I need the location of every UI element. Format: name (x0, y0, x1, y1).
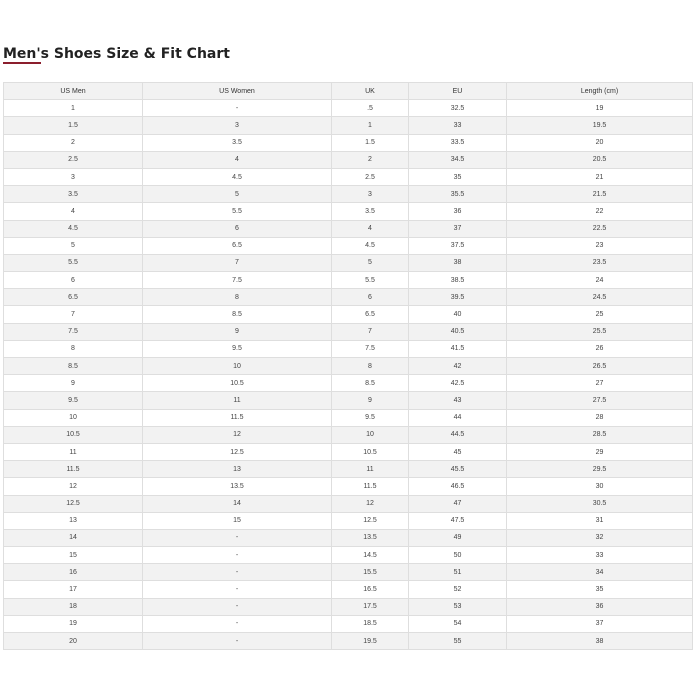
cell-uk: 17.5 (332, 598, 409, 615)
cell-us-women: 11.5 (143, 409, 332, 426)
cell-us-women: 7 (143, 254, 332, 271)
cell-length: 29.5 (507, 461, 693, 478)
cell-us-women: 11 (143, 392, 332, 409)
cell-eu: 55 (409, 633, 507, 650)
cell-eu: 53 (409, 598, 507, 615)
cell-us-women: 13.5 (143, 478, 332, 495)
cell-length: 25 (507, 306, 693, 323)
cell-us-women: 8.5 (143, 306, 332, 323)
cell-uk: 8.5 (332, 375, 409, 392)
cell-length: 31 (507, 512, 693, 529)
cell-us-men: 5 (4, 237, 143, 254)
header-eu: EU (409, 83, 507, 100)
cell-uk: 4 (332, 220, 409, 237)
cell-uk: .5 (332, 100, 409, 117)
cell-us-women: 4.5 (143, 168, 332, 185)
table-row (4, 306, 693, 323)
cell-eu: 37.5 (409, 237, 507, 254)
cell-uk: 4.5 (332, 237, 409, 254)
cell-length: 22 (507, 203, 693, 220)
cell-length: 28.5 (507, 426, 693, 443)
cell-eu: 41.5 (409, 340, 507, 357)
table-row (4, 461, 693, 478)
cell-us-women: 10 (143, 358, 332, 375)
cell-us-men: 16 (4, 564, 143, 581)
cell-us-women: 8 (143, 289, 332, 306)
cell-us-men: 8 (4, 340, 143, 357)
cell-us-women: - (143, 547, 332, 564)
cell-eu: 38.5 (409, 272, 507, 289)
cell-us-women: 9.5 (143, 340, 332, 357)
table-row (4, 237, 693, 254)
cell-length: 27 (507, 375, 693, 392)
cell-us-men: 2 (4, 134, 143, 151)
cell-uk: 12 (332, 495, 409, 512)
cell-uk: 10 (332, 426, 409, 443)
table-row (4, 358, 693, 375)
cell-length: 26 (507, 340, 693, 357)
table-row (4, 615, 693, 632)
cell-eu: 54 (409, 615, 507, 632)
cell-length: 21.5 (507, 186, 693, 203)
cell-eu: 35 (409, 168, 507, 185)
table-row (4, 117, 693, 134)
cell-eu: 49 (409, 529, 507, 546)
cell-length: 23.5 (507, 254, 693, 271)
table-row (4, 272, 693, 289)
cell-us-men: 9 (4, 375, 143, 392)
cell-eu: 45.5 (409, 461, 507, 478)
cell-uk: 5 (332, 254, 409, 271)
table-row (4, 203, 693, 220)
cell-us-men: 19 (4, 615, 143, 632)
table-row (4, 478, 693, 495)
cell-uk: 1.5 (332, 134, 409, 151)
cell-uk: 1 (332, 117, 409, 134)
cell-us-men: 9.5 (4, 392, 143, 409)
cell-uk: 14.5 (332, 547, 409, 564)
cell-uk: 16.5 (332, 581, 409, 598)
cell-uk: 13.5 (332, 529, 409, 546)
cell-us-men: 12.5 (4, 495, 143, 512)
cell-uk: 9 (332, 392, 409, 409)
cell-eu: 51 (409, 564, 507, 581)
cell-us-men: 5.5 (4, 254, 143, 271)
table-row (4, 426, 693, 443)
size-chart-table (3, 82, 693, 650)
cell-us-women: 12.5 (143, 443, 332, 460)
header-us-men: US Men (4, 83, 143, 100)
cell-eu: 46.5 (409, 478, 507, 495)
cell-us-women: - (143, 581, 332, 598)
cell-us-women: 5.5 (143, 203, 332, 220)
cell-us-men: 1.5 (4, 117, 143, 134)
cell-uk: 6 (332, 289, 409, 306)
cell-eu: 39.5 (409, 289, 507, 306)
table-row (4, 392, 693, 409)
cell-us-men: 6 (4, 272, 143, 289)
cell-us-women: 5 (143, 186, 332, 203)
cell-eu: 40.5 (409, 323, 507, 340)
cell-uk: 19.5 (332, 633, 409, 650)
table-row (4, 564, 693, 581)
cell-us-women: 15 (143, 512, 332, 529)
cell-us-women: 14 (143, 495, 332, 512)
cell-us-women: 9 (143, 323, 332, 340)
cell-us-men: 15 (4, 547, 143, 564)
cell-us-men: 10 (4, 409, 143, 426)
cell-length: 29 (507, 443, 693, 460)
cell-length: 36 (507, 598, 693, 615)
cell-us-men: 14 (4, 529, 143, 546)
table-row (4, 581, 693, 598)
cell-length: 19.5 (507, 117, 693, 134)
cell-eu: 52 (409, 581, 507, 598)
cell-us-women: - (143, 100, 332, 117)
cell-eu: 47.5 (409, 512, 507, 529)
cell-uk: 3.5 (332, 203, 409, 220)
cell-eu: 40 (409, 306, 507, 323)
cell-us-men: 7 (4, 306, 143, 323)
cell-us-men: 2.5 (4, 151, 143, 168)
cell-us-men: 11 (4, 443, 143, 460)
title-underline (3, 62, 41, 64)
cell-length: 37 (507, 615, 693, 632)
table-row (4, 168, 693, 185)
cell-us-women: 7.5 (143, 272, 332, 289)
cell-uk: 10.5 (332, 443, 409, 460)
cell-length: 19 (507, 100, 693, 117)
cell-eu: 45 (409, 443, 507, 460)
cell-length: 23 (507, 237, 693, 254)
cell-us-men: 10.5 (4, 426, 143, 443)
cell-length: 38 (507, 633, 693, 650)
cell-us-women: 3.5 (143, 134, 332, 151)
cell-eu: 33 (409, 117, 507, 134)
table-row (4, 598, 693, 615)
cell-length: 24.5 (507, 289, 693, 306)
cell-eu: 47 (409, 495, 507, 512)
cell-length: 34 (507, 564, 693, 581)
cell-us-men: 3 (4, 168, 143, 185)
cell-us-men: 12 (4, 478, 143, 495)
table-row (4, 512, 693, 529)
table-row (4, 220, 693, 237)
cell-length: 30.5 (507, 495, 693, 512)
cell-uk: 3 (332, 186, 409, 203)
table-row (4, 151, 693, 168)
cell-length: 20 (507, 134, 693, 151)
cell-length: 28 (507, 409, 693, 426)
cell-us-women: 12 (143, 426, 332, 443)
cell-eu: 38 (409, 254, 507, 271)
cell-us-men: 18 (4, 598, 143, 615)
cell-eu: 32.5 (409, 100, 507, 117)
cell-us-men: 11.5 (4, 461, 143, 478)
cell-eu: 36 (409, 203, 507, 220)
cell-us-men: 17 (4, 581, 143, 598)
cell-length: 32 (507, 529, 693, 546)
cell-length: 33 (507, 547, 693, 564)
cell-us-women: - (143, 529, 332, 546)
cell-us-women: - (143, 598, 332, 615)
cell-us-men: 3.5 (4, 186, 143, 203)
cell-uk: 8 (332, 358, 409, 375)
cell-uk: 12.5 (332, 512, 409, 529)
cell-us-men: 7.5 (4, 323, 143, 340)
table-row (4, 100, 693, 117)
cell-eu: 42 (409, 358, 507, 375)
cell-us-women: 6 (143, 220, 332, 237)
cell-us-women: 6.5 (143, 237, 332, 254)
cell-us-women: - (143, 564, 332, 581)
header-uk: UK (332, 83, 409, 100)
cell-eu: 44.5 (409, 426, 507, 443)
cell-us-men: 20 (4, 633, 143, 650)
cell-length: 30 (507, 478, 693, 495)
cell-us-men: 4.5 (4, 220, 143, 237)
cell-uk: 7.5 (332, 340, 409, 357)
cell-us-women: - (143, 633, 332, 650)
cell-length: 24 (507, 272, 693, 289)
cell-length: 20.5 (507, 151, 693, 168)
cell-eu: 43 (409, 392, 507, 409)
table-row (4, 633, 693, 650)
cell-us-women: - (143, 615, 332, 632)
table-row (4, 340, 693, 357)
cell-uk: 11 (332, 461, 409, 478)
cell-eu: 33.5 (409, 134, 507, 151)
cell-length: 21 (507, 168, 693, 185)
cell-us-men: 1 (4, 100, 143, 117)
header-length: Length (cm) (507, 83, 693, 100)
table-row (4, 186, 693, 203)
cell-uk: 6.5 (332, 306, 409, 323)
table-header-row (4, 83, 693, 100)
table-row (4, 289, 693, 306)
table-row (4, 495, 693, 512)
cell-us-men: 4 (4, 203, 143, 220)
cell-uk: 7 (332, 323, 409, 340)
cell-eu: 44 (409, 409, 507, 426)
cell-uk: 5.5 (332, 272, 409, 289)
cell-us-women: 3 (143, 117, 332, 134)
table-row (4, 409, 693, 426)
cell-us-women: 4 (143, 151, 332, 168)
table-row (4, 529, 693, 546)
page-title: Men's Shoes Size & Fit Chart (3, 46, 230, 63)
cell-us-men: 8.5 (4, 358, 143, 375)
cell-us-men: 13 (4, 512, 143, 529)
cell-uk: 9.5 (332, 409, 409, 426)
table-row (4, 547, 693, 564)
cell-length: 27.5 (507, 392, 693, 409)
cell-eu: 37 (409, 220, 507, 237)
cell-eu: 50 (409, 547, 507, 564)
cell-length: 25.5 (507, 323, 693, 340)
cell-us-men: 6.5 (4, 289, 143, 306)
cell-uk: 18.5 (332, 615, 409, 632)
cell-eu: 35.5 (409, 186, 507, 203)
cell-eu: 34.5 (409, 151, 507, 168)
header-us-women: US Women (143, 83, 332, 100)
cell-length: 22.5 (507, 220, 693, 237)
table-row (4, 254, 693, 271)
table-row (4, 443, 693, 460)
cell-length: 26.5 (507, 358, 693, 375)
table-body (4, 100, 693, 650)
cell-eu: 42.5 (409, 375, 507, 392)
cell-uk: 2 (332, 151, 409, 168)
cell-uk: 15.5 (332, 564, 409, 581)
table-row (4, 134, 693, 151)
table-row (4, 375, 693, 392)
cell-uk: 2.5 (332, 168, 409, 185)
table-row (4, 323, 693, 340)
cell-uk: 11.5 (332, 478, 409, 495)
cell-length: 35 (507, 581, 693, 598)
cell-us-women: 10.5 (143, 375, 332, 392)
cell-us-women: 13 (143, 461, 332, 478)
